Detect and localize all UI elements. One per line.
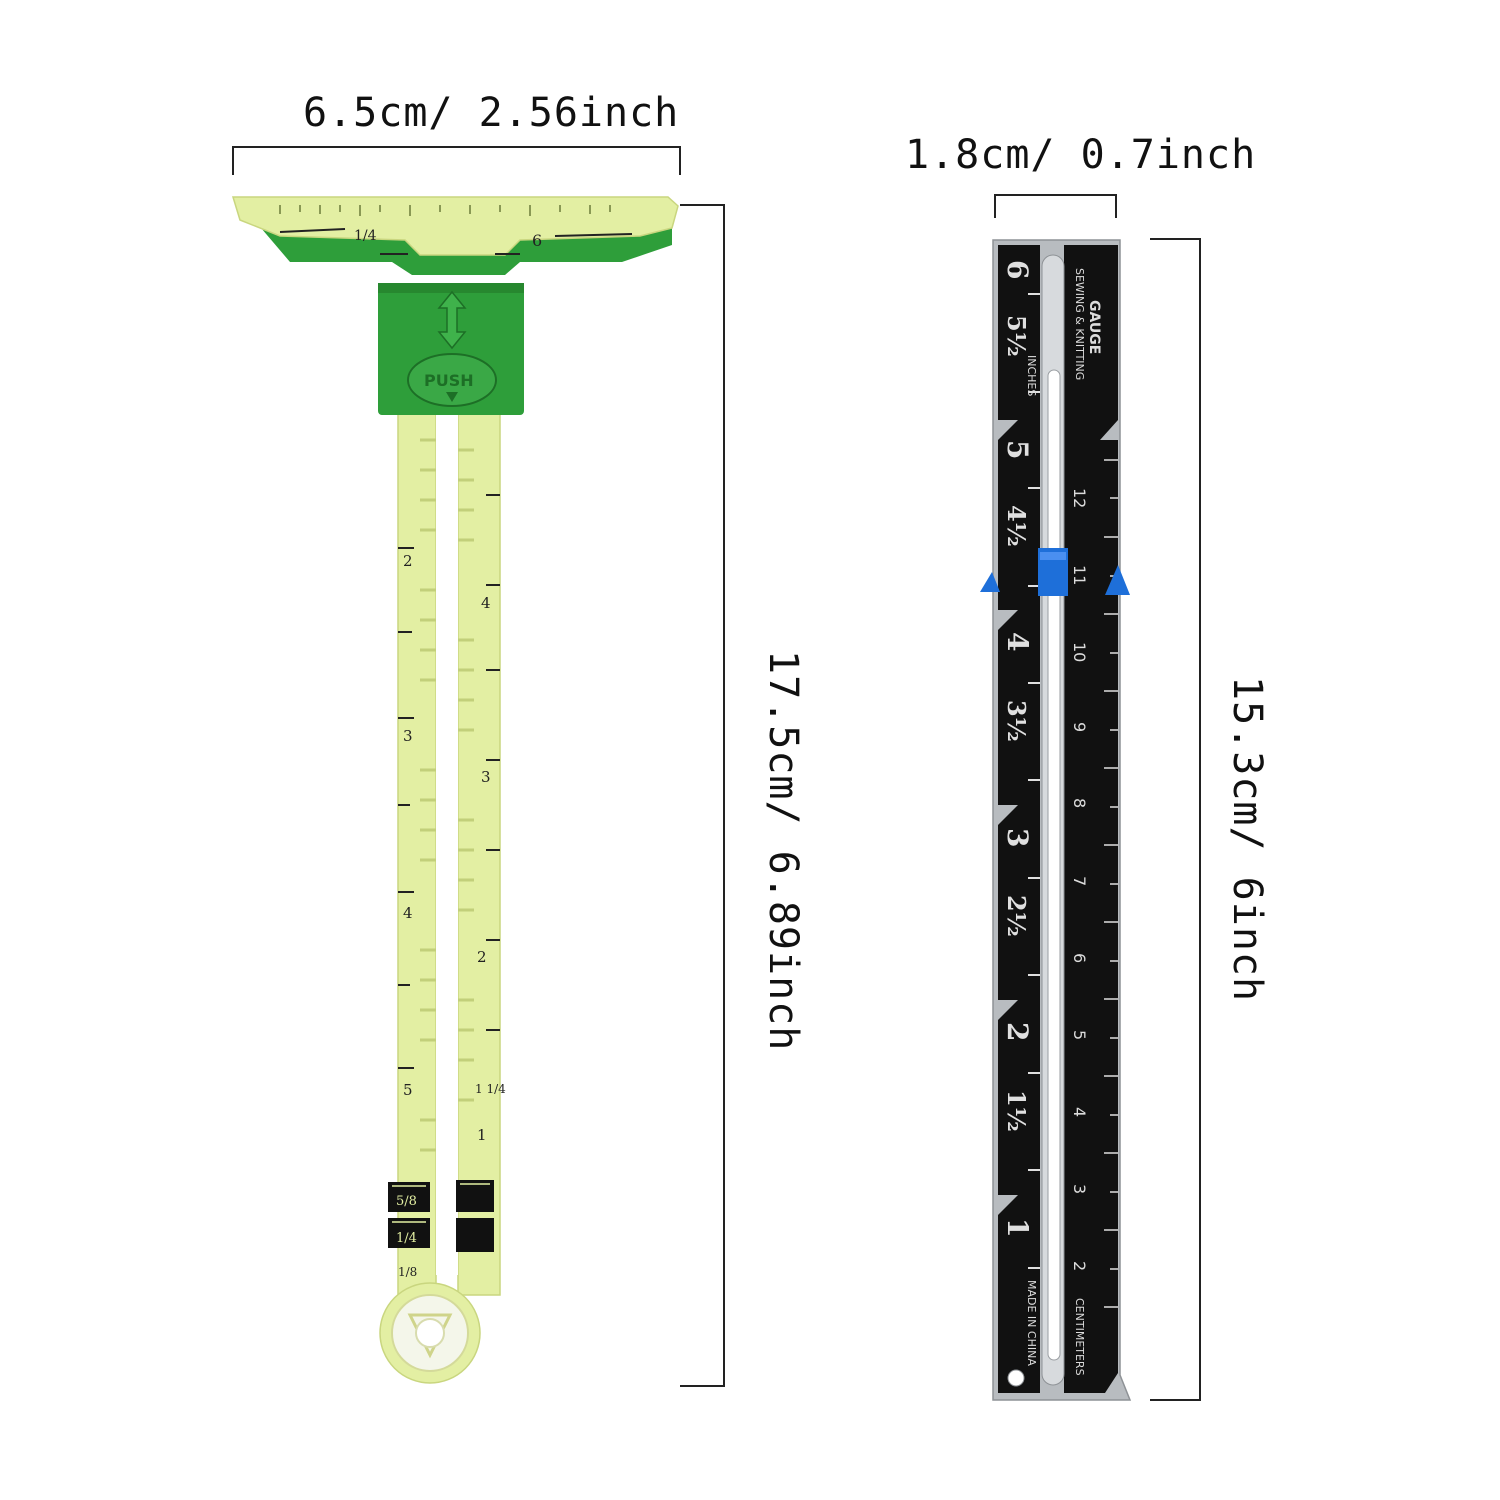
marker-eighth-label: 1/8: [398, 1265, 418, 1279]
marker-five-eighths-label: 5/8: [396, 1194, 417, 1209]
inch-label: 1: [1001, 1218, 1034, 1238]
left-top-label-six: 6: [532, 231, 543, 250]
cm-label: 9: [1070, 722, 1089, 733]
right-width-label: 1.8cm/ 0.7inch: [905, 132, 1257, 178]
inch-label: 3: [1001, 828, 1034, 848]
marker-right-upper: [456, 1180, 494, 1212]
gauge-title-line1: SEWING & KNITTING: [1073, 268, 1086, 381]
left-top-label-quarter: 1/4: [354, 228, 377, 244]
left-rail-number: 5: [403, 1081, 413, 1099]
cm-label: 5: [1070, 1030, 1089, 1041]
marker-quarter-label: 1/4: [396, 1231, 417, 1246]
left-height-label: 17.5cm/ 6.89inch: [760, 650, 806, 1052]
right-rail-number: 3: [481, 768, 491, 786]
inch-label: 2: [1001, 1022, 1034, 1042]
push-button-label: PUSH: [424, 371, 474, 390]
left-rail-number: 4: [403, 904, 413, 922]
inch-label: 2½: [1002, 895, 1031, 937]
inch-label: 4: [1001, 632, 1034, 652]
left-height-bracket: [680, 205, 724, 1386]
inch-label: 4½: [1002, 505, 1031, 547]
marker-right-lower: [456, 1218, 494, 1252]
right-rail-number: 4: [481, 594, 491, 612]
right-width-bracket: [995, 195, 1116, 218]
left-width-label: 6.5cm/ 2.56inch: [303, 90, 680, 136]
left-rail-number: 2: [403, 552, 413, 570]
cm-label: 6: [1070, 953, 1089, 964]
inch-label: 1½: [1002, 1090, 1031, 1132]
cm-label: 4: [1070, 1107, 1089, 1118]
right-height-bracket: [1150, 239, 1200, 1400]
inch-label: 5½: [1002, 315, 1031, 357]
gauge-title-line2: GAUGE: [1086, 300, 1102, 355]
right-rail-number: 2: [477, 948, 487, 966]
right-height-label: 15.3cm/ 6inch: [1224, 676, 1270, 1003]
hang-hole: [1008, 1370, 1024, 1386]
unit-inches-label: INCHES: [1025, 355, 1038, 397]
left-width-bracket: [233, 147, 680, 175]
left-rail-right: [458, 395, 500, 1295]
left-rail-number: 3: [403, 727, 413, 745]
right-metal-gauge: [980, 240, 1130, 1400]
right-rail-number: 1: [477, 1126, 487, 1144]
cm-label: 11: [1070, 565, 1089, 586]
cm-label: 7: [1070, 876, 1089, 887]
cm-label: 3: [1070, 1184, 1089, 1195]
left-sliding-gauge: [233, 197, 678, 1383]
inch-label: 3½: [1002, 700, 1031, 742]
cm-label: 2: [1070, 1261, 1089, 1272]
inch-label: 6: [1001, 260, 1034, 280]
cm-label: 8: [1070, 798, 1089, 809]
origin-label: MADE IN CHINA: [1025, 1280, 1038, 1366]
inch-label: 5: [1001, 440, 1034, 460]
unit-cm-label: CENTIMETERS: [1073, 1298, 1086, 1376]
cm-label: 10: [1070, 642, 1089, 663]
cm-label: 12: [1070, 488, 1089, 509]
right-rail-number: 1 1/4: [475, 1082, 506, 1096]
